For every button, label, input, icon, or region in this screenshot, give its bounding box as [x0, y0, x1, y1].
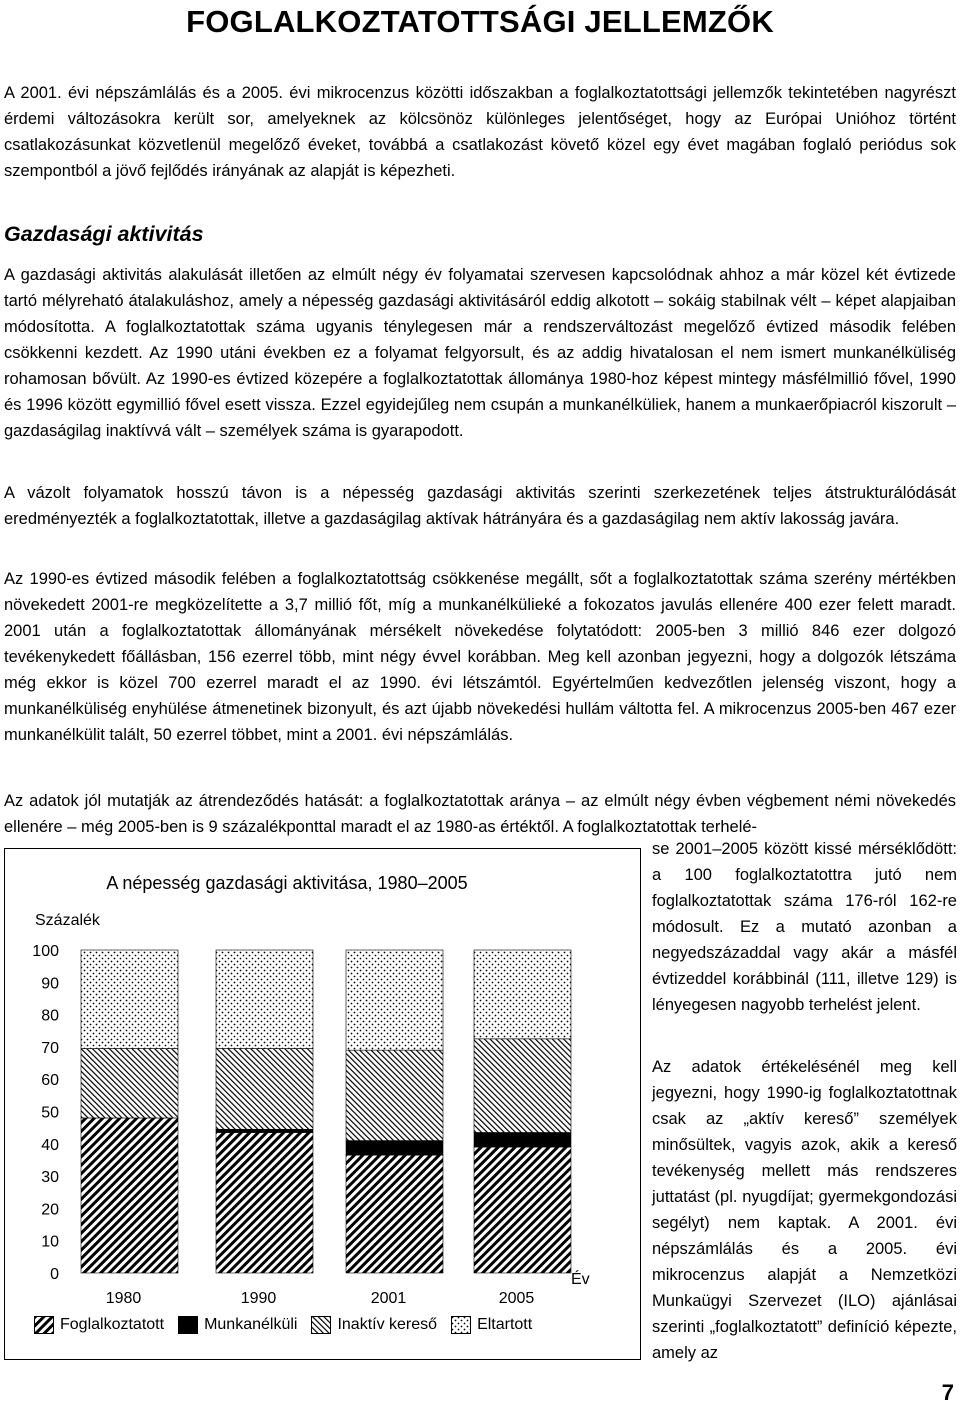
- legend-item: [451, 1316, 532, 1334]
- bar-segment: [474, 1132, 571, 1147]
- body-paragraph-1: A gazdasági aktivitás alakulását illetően az elmúlt négy év folyamatai szervesen kapcsolódnak ahhoz a már közel két évtizede tartó mélyreható átalakuláshoz, amely a népesség gazdasági aktivitásáról eddig alkotott – sokáig stabilnak vélt – képet alapjaiban módosította. A foglalkoztatottak száma ugyanis ténylegesen már a rendszerváltozást megelőző évtized második felében csökkenni kezdett. Az 1990 utáni években ez a folyamat felgyorsult, és az addig hivatalosan el nem ismert munkanélküliség rohamosan bővült. Az 1990-es évtized közepére a foglalkoztatottak állománya 1980-hoz képest mintegy másfélmillió fővel, 1990 és 1996 között egymillió fővel esett vissza. Ezzel egyidejűleg nem csupán a munkanélküliek, hanem a munkaerőpiacról kiszorult – gazdaságilag inaktívvá vált – személyek száma is gyarapodott.: [4, 266, 956, 440]
- y-tick-label: 100: [32, 943, 59, 960]
- side-paragraph-1: se 2001–2005 között kissé mérséklődött: a 100 foglalkoztatottra jutó nem foglalkoztatottak száma 176-ról 162-re módosult. Ez a mutató azonban a negyedszázaddal vagy akár a másfél évtizeddel korábbinál (111, illetve 129) is lényegesen nagyobb terhelést jelent.: [652, 840, 957, 1014]
- bar-segment: [346, 1141, 443, 1156]
- body-paragraph-2: A vázolt folyamatok hosszú távon is a népesség gazdasági aktivitás szerinti szerkezetének teljes átstrukturálódását eredményezték a foglalkoztatottak, illetve a gazdaságilag aktívak hátrányára és a gazdaságilag nem aktív lakosság javára.: [4, 484, 956, 528]
- bar-segment: [474, 1039, 571, 1133]
- legend-item: [178, 1316, 297, 1334]
- x-axis-label: Év: [571, 1271, 590, 1288]
- page-number: 7: [941, 1380, 954, 1405]
- y-tick-label: 70: [41, 1039, 59, 1057]
- bar-segment: [216, 1132, 313, 1273]
- y-tick-label: 60: [41, 1072, 59, 1090]
- y-tick-label: 50: [41, 1104, 59, 1122]
- bar-segment: [216, 1049, 313, 1130]
- chart-frame: [4, 848, 641, 1360]
- y-tick-label: 0: [50, 1266, 59, 1283]
- bar-segment: [216, 950, 313, 1049]
- body-paragraph-4: Az adatok jól mutatják az átrendeződés hatását: a foglalkoztatottak aránya – az elmúlt négy évben végbement némi növekedés ellenére – még 2005-ben is 9 százalékponttal maradt el az 1980-as értéktől. A foglalkoztatottak terhelé-: [4, 792, 956, 836]
- intro-paragraph: A 2001. évi népszámlálás és a 2005. évi mikrocenzus közötti időszakban a foglalkoztatottsági jellemzők tekintetében nagyrészt érdemi változásokra került sor, amelyeknek az kölcsönöz különleges jelentőséget, hogy az Európai Unióhoz történt csatlakozásunkat közvetlenül megelőző éveket, továbbá a csatlakozást követő közel egy évet magában foglaló periódus sok szempontból a jövő fejlődés irányának az alapját is képezheti.: [4, 84, 956, 180]
- y-axis-label: Százalék: [35, 912, 100, 929]
- side-paragraph-2: Az adatok értékelésénél meg kell jegyezni, hogy 1990-ig foglalkoztatottnak csak az „aktív kereső” személyek minősültek, vagyis azok, akik a kereső tevékenység mellett más rendszeres juttatást (pl. nyugdíjat; gyermekgondozási segélyt) nem kaptak. A 2001. évi népszámlálás és a 2005. évi mikrocenzus alapját a Nemzetközi Munkaügyi Szervezet (ILO) ajánlásai szerinti „foglalkoztatott” definíció képezte, amely az: [652, 1058, 957, 1362]
- legend-swatch: [178, 1316, 198, 1334]
- legend-swatch: [451, 1316, 471, 1334]
- legend-item: [34, 1316, 164, 1334]
- y-tick-label: 30: [41, 1169, 59, 1187]
- bar-segment: [216, 1129, 313, 1132]
- legend-label: Munkanélküli: [204, 1316, 298, 1333]
- legend-label: Inaktív kereső: [337, 1316, 438, 1333]
- bar-segment: [474, 1147, 571, 1273]
- bar-segment: [81, 950, 178, 1049]
- y-tick-label: 40: [41, 1136, 59, 1154]
- chart-title: A népesség gazdasági aktivitása, 1980–2005: [106, 873, 468, 893]
- y-tick-label: 80: [41, 1007, 59, 1025]
- section-heading: Gazdasági aktivitás: [4, 222, 204, 246]
- y-tick-label: 20: [41, 1201, 59, 1219]
- x-category-label: 1990: [240, 1290, 277, 1307]
- legend-swatch: [311, 1316, 331, 1334]
- x-category-label: 2001: [370, 1290, 407, 1307]
- legend-item: [311, 1316, 437, 1334]
- body-paragraph-3: Az 1990-es évtized második felében a foglalkoztatottság csökkenése megállt, sőt a foglalkoztatottak száma szerény mértékben növekedett 2001-re megközelítette a 3,7 millió főt, míg a munkanélkülieké a fokozatos javulás ellenére 400 ezer felett maradt. 2001 után a foglalkoztatottak állományának mérsékelt növekedése folytatódott: 2005-ben 3 millió 846 ezer dolgozó tevékenykedett főállásban, 156 ezerrel több, mint négy évvel korábban. Meg kell azonban jegyezni, hogy a dolgozók létszáma még ekkor is közel 700 ezerrel maradt el az 1990. évi létszámtól. Egyértelműen kedvezőtlen jelenség viszont, hogy a munkanélküliség enyhülése átmenetinek bizonyult, és azt újabb növekedési hullám váltotta fel. A mikrocenzus 2005-ben 467 ezer munkanélkülit talált, 50 ezerrel többet, mint a 2001. évi népszámlálás.: [4, 570, 956, 744]
- bar-segment: [346, 1050, 443, 1140]
- x-category-label: 2005: [498, 1290, 535, 1307]
- bar-segment: [81, 1049, 178, 1118]
- y-tick-label: 90: [41, 975, 59, 993]
- y-tick-label: 10: [41, 1233, 59, 1251]
- bar-segment: [346, 1155, 443, 1273]
- x-category-label: 1980: [105, 1290, 142, 1307]
- chart-legend: [34, 1316, 546, 1334]
- page-title: FOGLALKOZTATOTTSÁGI JELLEMZŐK: [186, 4, 774, 39]
- legend-swatch: [34, 1316, 54, 1334]
- legend-label: Eltartott: [477, 1316, 533, 1333]
- legend-label: Foglalkoztatott: [60, 1316, 165, 1333]
- bar-segment: [474, 950, 571, 1039]
- activity-chart: [5, 849, 640, 1359]
- bar-segment: [346, 950, 443, 1050]
- bar-segment: [81, 1118, 178, 1273]
